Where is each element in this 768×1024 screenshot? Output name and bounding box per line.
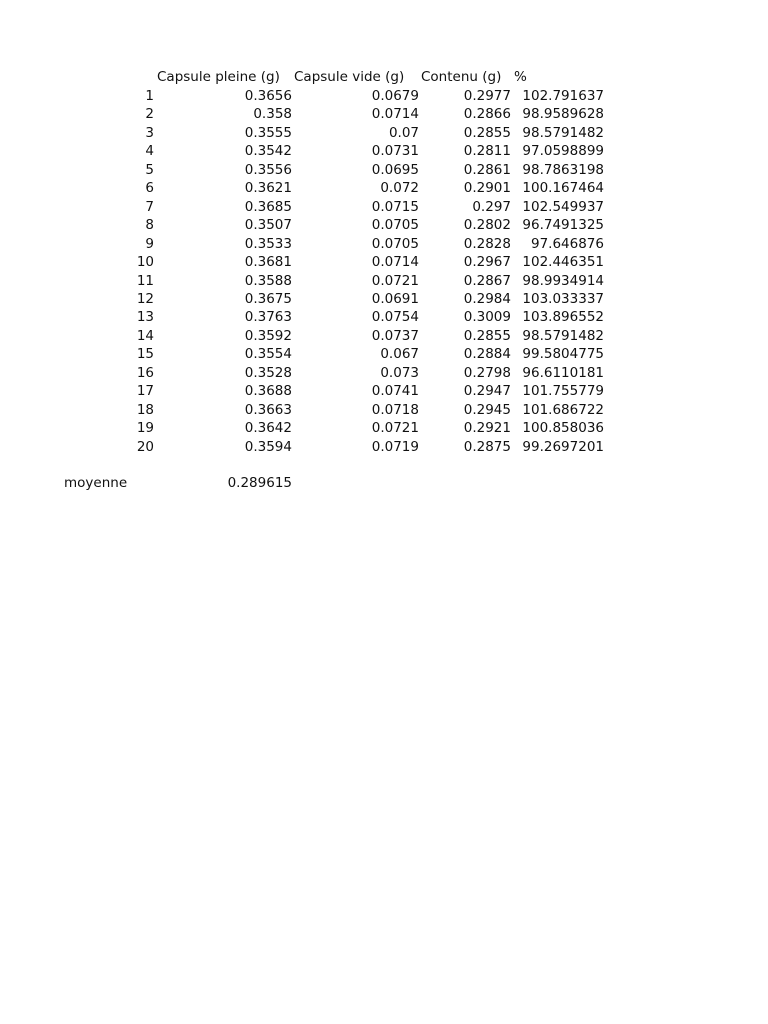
content-cell: 0.2875: [463, 438, 511, 455]
capsule-full-cell: 0.358: [253, 106, 292, 123]
row-index: 2: [145, 106, 154, 123]
capsule-empty-cell: 0.0714: [371, 254, 419, 271]
content-cell: 0.2828: [463, 235, 511, 252]
percent-cell: 102.791637: [522, 88, 604, 104]
capsule-empty-cell: 0.0721: [371, 420, 419, 437]
capsule-full-cell: 0.3763: [244, 309, 292, 326]
content-cell: 0.2798: [463, 364, 511, 381]
percent-cell: 101.755779: [522, 383, 604, 400]
percent-cell: 97.646876: [530, 235, 604, 252]
table-row: [0, 216, 768, 234]
percent-cell: 98.5791482: [522, 327, 604, 344]
header-percent: %: [514, 69, 527, 85]
capsule-full-cell: 0.3555: [244, 124, 292, 141]
row-index: 7: [145, 198, 154, 215]
row-index: 17: [136, 383, 154, 400]
capsule-full-cell: 0.3533: [244, 235, 292, 252]
capsule-empty-cell: 0.0719: [371, 438, 419, 455]
header-content: Contenu (g): [421, 69, 502, 85]
capsule-full-cell: 0.3594: [244, 438, 292, 455]
capsule-full-cell: 0.3592: [244, 327, 292, 344]
row-index: 5: [145, 161, 154, 178]
capsule-full-cell: 0.3507: [244, 217, 292, 234]
capsule-full-cell: 0.3588: [244, 272, 292, 289]
table-row: [0, 253, 768, 271]
table-row: [0, 308, 768, 326]
percent-cell: 102.446351: [522, 254, 604, 271]
capsule-empty-cell: 0.0695: [371, 161, 419, 178]
capsule-empty-cell: 0.073: [380, 364, 419, 381]
table-row: [0, 124, 768, 142]
capsule-empty-cell: 0.072: [380, 180, 419, 197]
percent-cell: 98.9934914: [522, 272, 604, 289]
percent-cell: 96.7491325: [522, 217, 604, 234]
table-row: [0, 438, 768, 456]
table-row: [0, 235, 768, 253]
average-row: [0, 474, 768, 492]
table-row: [0, 364, 768, 382]
table-row: [0, 142, 768, 160]
content-cell: 0.2901: [463, 180, 511, 197]
percent-cell: 103.033337: [522, 290, 604, 307]
capsule-full-cell: 0.3663: [244, 401, 292, 418]
content-cell: 0.2861: [463, 161, 511, 178]
capsule-full-cell: 0.3554: [244, 346, 292, 363]
capsule-full-cell: 0.3688: [244, 383, 292, 400]
capsule-empty-cell: 0.0714: [371, 106, 419, 123]
average-label: moyenne: [64, 475, 128, 491]
percent-cell: 98.9589628: [522, 106, 604, 123]
capsule-full-cell: 0.3675: [244, 290, 292, 307]
content-cell: 0.2802: [463, 217, 511, 234]
table-row: [0, 345, 768, 363]
row-index: 8: [145, 217, 154, 234]
capsule-empty-cell: 0.0691: [371, 290, 419, 307]
capsule-full-cell: 0.3556: [244, 161, 292, 178]
content-cell: 0.2855: [463, 327, 511, 344]
capsule-empty-cell: 0.0754: [371, 309, 419, 326]
row-index: 11: [136, 272, 154, 289]
content-cell: 0.2866: [463, 106, 511, 123]
capsule-full-cell: 0.3621: [244, 180, 292, 197]
content-cell: 0.2855: [463, 124, 511, 141]
average-value: 0.289615: [227, 475, 292, 491]
row-index: 18: [136, 401, 154, 418]
table-row: [0, 161, 768, 179]
content-cell: 0.2947: [463, 383, 511, 400]
percent-cell: 100.858036: [522, 420, 604, 437]
capsule-full-cell: 0.3642: [244, 420, 292, 437]
capsule-empty-cell: 0.0737: [371, 327, 419, 344]
capsule-empty-cell: 0.0715: [371, 198, 419, 215]
percent-cell: 103.896552: [522, 309, 604, 326]
content-cell: 0.2984: [463, 290, 511, 307]
table-row: [0, 272, 768, 290]
percent-cell: 97.0598899: [522, 143, 604, 160]
capsule-full-cell: 0.3681: [244, 254, 292, 271]
table-row: [0, 198, 768, 216]
content-cell: 0.2867: [463, 272, 511, 289]
row-index: 3: [145, 124, 154, 141]
percent-cell: 96.6110181: [522, 364, 604, 381]
header-capsule-empty: Capsule vide (g): [294, 69, 405, 85]
capsule-full-cell: 0.3685: [244, 198, 292, 215]
content-cell: 0.3009: [463, 309, 511, 326]
row-index: 6: [145, 180, 154, 197]
percent-cell: 98.5791482: [522, 124, 604, 141]
table-row: [0, 87, 768, 105]
row-index: 4: [145, 143, 154, 160]
table-row: [0, 401, 768, 419]
percent-cell: 99.2697201: [522, 438, 604, 455]
table-row: [0, 327, 768, 345]
content-cell: 0.2811: [463, 143, 511, 160]
row-index: 20: [136, 438, 154, 455]
content-cell: 0.2967: [463, 254, 511, 271]
table-row: [0, 382, 768, 400]
table-row: [0, 179, 768, 197]
row-index: 10: [136, 254, 154, 271]
row-index: 19: [136, 420, 154, 437]
capsule-empty-cell: 0.0741: [371, 383, 419, 400]
capsule-empty-cell: 0.0705: [371, 217, 419, 234]
header-capsule-full: Capsule pleine (g): [157, 69, 280, 85]
capsule-empty-cell: 0.0731: [371, 143, 419, 160]
row-index: 13: [136, 309, 154, 326]
percent-cell: 102.549937: [522, 198, 604, 215]
table-row: [0, 419, 768, 437]
row-index: 16: [136, 364, 154, 381]
capsule-full-cell: 0.3542: [244, 143, 292, 160]
percent-cell: 98.7863198: [522, 161, 604, 178]
capsule-full-cell: 0.3656: [244, 88, 292, 104]
row-index: 9: [145, 235, 154, 252]
content-cell: 0.2945: [463, 401, 511, 418]
percent-cell: 99.5804775: [522, 346, 604, 363]
capsule-empty-cell: 0.0679: [371, 88, 419, 104]
capsule-full-cell: 0.3528: [244, 364, 292, 381]
row-index: 14: [136, 327, 154, 344]
content-cell: 0.2977: [463, 88, 511, 104]
capsule-empty-cell: 0.0718: [371, 401, 419, 418]
capsule-empty-cell: 0.0721: [371, 272, 419, 289]
content-cell: 0.2921: [463, 420, 511, 437]
row-index: 1: [145, 88, 154, 104]
capsule-empty-cell: 0.067: [380, 346, 419, 363]
percent-cell: 100.167464: [522, 180, 604, 197]
header-row: [0, 68, 768, 86]
table-row: [0, 290, 768, 308]
content-cell: 0.2884: [463, 346, 511, 363]
table-row: [0, 105, 768, 123]
percent-cell: 101.686722: [522, 401, 604, 418]
content-cell: 0.297: [472, 198, 511, 215]
capsule-empty-cell: 0.07: [388, 124, 419, 141]
capsule-empty-cell: 0.0705: [371, 235, 419, 252]
row-index: 12: [136, 290, 154, 307]
row-index: 15: [136, 346, 154, 363]
